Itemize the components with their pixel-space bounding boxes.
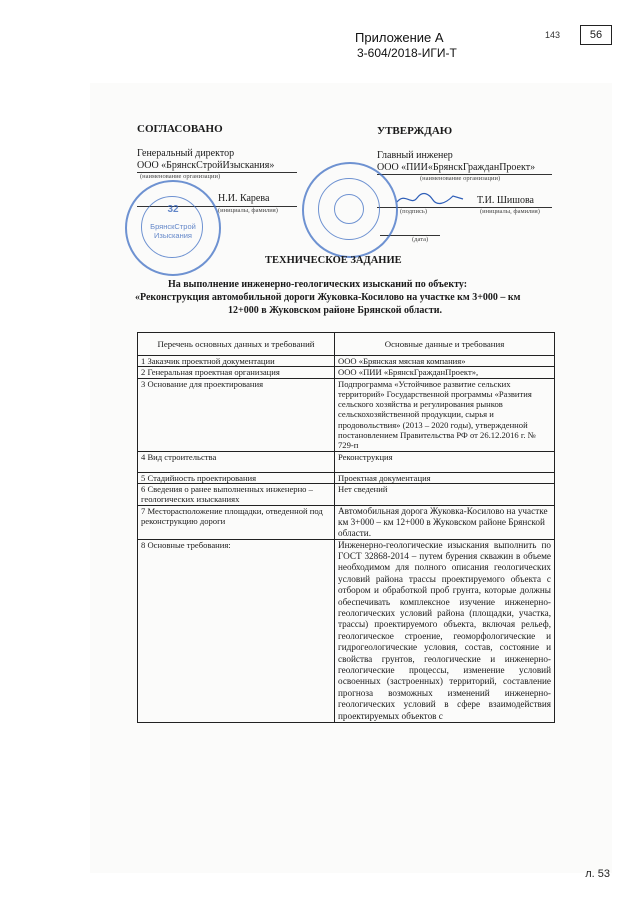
approval-left-position: Генеральный директор [137, 148, 235, 159]
document-title: ТЕХНИЧЕСКОЕ ЗАДАНИЕ [265, 255, 402, 266]
table-cell: 3 Основание для проектирования [138, 378, 335, 451]
table-cell: 1 Заказчик проектной документации [138, 356, 335, 367]
table-row [138, 356, 555, 367]
table-header-cell: Основные данные и требования [335, 333, 555, 356]
table-row [138, 539, 555, 723]
table-cell: 4 Вид строительства [138, 451, 335, 472]
table-header-cell: Перечень основных данных и требований [138, 333, 335, 356]
signature-right [395, 190, 465, 208]
approval-left-name: Н.И. Карева [218, 193, 270, 204]
approval-right-name: Т.И. Шишова [477, 195, 534, 206]
table-cell: Проектная документация [335, 472, 555, 483]
subject-line-2: «Реконструкция автомобильной дороги Жуковка-Косилово на участке км 3+000 – км [135, 292, 521, 303]
table-cell: 7 Месторасположение площадки, отведенной под реконструкцию дороги [138, 505, 335, 539]
table-cell: 2 Генеральная проектная организация [138, 367, 335, 378]
approval-left-org: ООО «БрянскСтройИзыскания» [137, 160, 275, 171]
approval-left-org-caption: (наименование организации) [140, 173, 221, 180]
organization-stamp-right [302, 162, 398, 258]
approval-right-sign-caption: (подпись) [400, 208, 427, 215]
table-row [138, 505, 555, 539]
table-cell: Автомобильная дорога Жуковка-Косилово на участке км 3+000 – км 12+000 в Жуковском районе Брянской области. [335, 505, 555, 539]
requirements-table [137, 332, 555, 723]
organization-stamp-left: 32 БрянскСтрой Изыскания [125, 180, 221, 276]
table-cell: ООО «Брянская мясная компания» [335, 356, 555, 367]
sheet-number: л. 53 [585, 868, 610, 880]
approval-right-position: Главный инженер [377, 150, 453, 161]
table-cell: Подпрограмма «Устойчивое развитие сельских территорий» Государственной программы «Развития сельского хозяйства и регулирования рынков сельскохозяйственной продукции, сырья и продовольствия» (2013 – 2020 годы), утвержденной постановлением Правительства РФ от 26.12.2016 г. № 729-п [335, 378, 555, 451]
table-row [138, 367, 555, 378]
approval-left-name-caption: (инициалы, фамилия) [218, 207, 278, 214]
table-row [138, 483, 555, 505]
approval-right-date-caption: (дата) [412, 236, 429, 243]
table-cell: 6 Сведения о ранее выполненных инженерно – геологических изысканиях [138, 483, 335, 505]
table-row [138, 451, 555, 472]
table-cell: Нет сведений [335, 483, 555, 505]
page-number-box: 56 [580, 25, 612, 45]
table-cell: 5 Стадийность проектирования [138, 472, 335, 483]
subject-line-1: На выполнение инженерно-геологических изысканий по объекту: [168, 279, 468, 290]
table-cell: Реконструкция [335, 451, 555, 472]
document-code: 3-604/2018-ИГИ-Т [357, 46, 457, 60]
table-row [138, 472, 555, 483]
approval-right-org-caption: (наименование организации) [420, 175, 501, 182]
approval-right-name-caption: (инициалы, фамилия) [480, 208, 540, 215]
approval-right-heading: УТВЕРЖДАЮ [377, 125, 453, 137]
approval-left-heading: СОГЛАСОВАНО [137, 123, 223, 135]
table-header-row [138, 333, 555, 356]
table-cell: 8 Основные требования: [138, 539, 335, 723]
subject-line-3: 12+000 в Жуковском районе Брянской области. [228, 305, 442, 316]
table-row [138, 378, 555, 451]
table-cell: Инженерно-геологические изыскания выполнить по ГОСТ 32868-2014 – путем бурения скважин в объеме необходимом для полного описания геологических условий района трассы проектируемого объекта с отбором и обработкой проб грунта, которые должны обеспечивать комплексное изучение инженерно-геологических условий района (площадки, участка, трассы) проектируемого объекта, включая рельеф, геологическое строение, геоморфологические и гидрогеологические условия, состав, состояние и свойства грунтов, геологические и инженерно-геологические процессы, изменение условий освоенных (застроенных) территорий, составление прогноза возможных изменений инженерно-геологических условий в сфере взаимодействия проектируемых объектов с [335, 539, 555, 723]
page-number-small: 143 [545, 30, 561, 40]
table-cell: ООО «ПИИ «БрянскГражданПроект», [335, 367, 555, 378]
approval-right-org: ООО «ПИИ«БрянскГражданПроект» [377, 162, 536, 173]
appendix-label: Приложение А [355, 30, 444, 45]
